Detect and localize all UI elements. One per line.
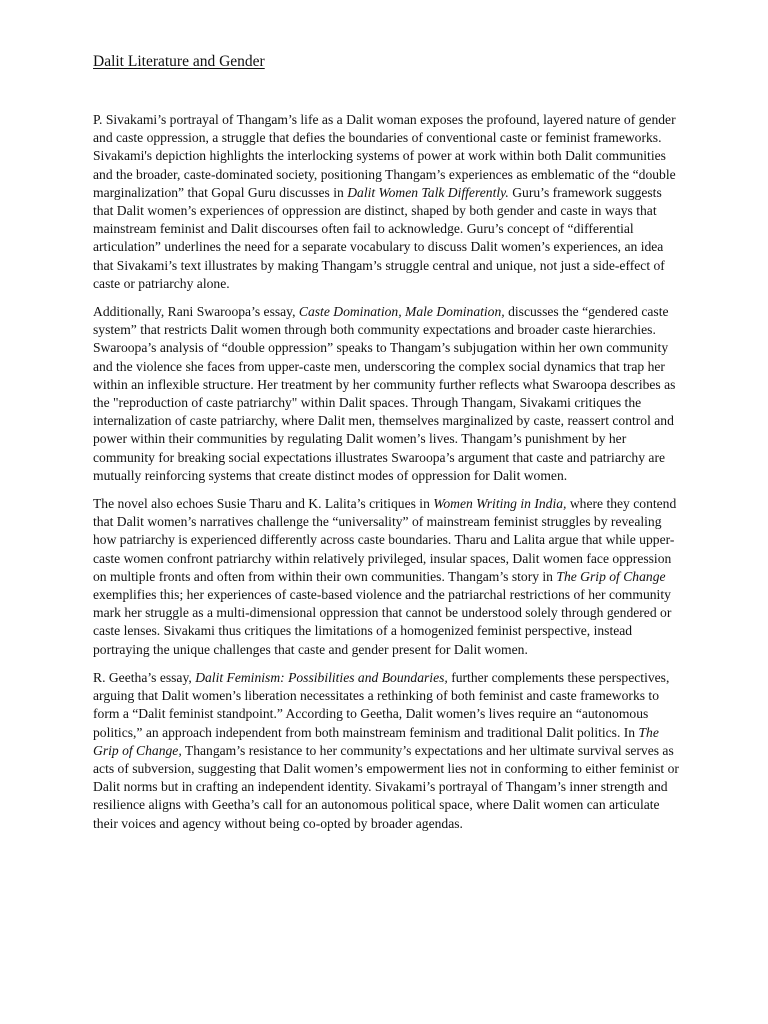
paragraph-2-text-a: Additionally, Rani Swaroopa’s essay, <box>93 304 299 320</box>
work-title-caste-domination: Caste Domination, Male Domination, <box>298 304 505 320</box>
paragraph-4-text-c: Thangam’s resistance to her community’s expectations and her ultimate survival serves as acts of subversion, suggesting that Dalit women’s empowerment lies not in conforming to either feminist or Dalit norms but in crafting an independent identity. Sivakami’s portrayal of Thangam’s inner strength and resilience aligns with Geetha’s call for an autonomous political space, where Dalit women can articulate their voices and agency without being co-opted by broader agendas. <box>93 742 679 831</box>
document-title: Dalit Literature and Gender <box>93 53 265 70</box>
paragraph-1-text-b: Guru’s framework suggests that Dalit women’s experiences of oppression are distinct, shaped by both gender and caste in ways that mainstream feminist and Dalit discourses often fail to acknowledge. Guru’s concept of “differential articulation” underlines the need for a separate vocabulary to discuss Dalit women’s experiences, an idea that Sivakami’s text illustrates by making Thangam’s struggle central and unique, not just a side-effect of caste or patriarchy alone. <box>93 184 665 291</box>
paragraph-4-text-b: further complements these perspectives, arguing that Dalit women’s liberation necessitates a rethinking of both feminist and caste frameworks to form a “Dalit feminist standpoint.” According to Geetha, Dalit women’s lives require an “autonomous politics,” an approach independent from both mainstream feminism and traditional Dalit politics. In <box>93 669 670 740</box>
work-title-dalit-feminism: Dalit Feminism: Possibilities and Boundaries, <box>195 669 448 685</box>
paragraph-4-text-a: R. Geetha’s essay, <box>93 669 196 685</box>
paragraph-2 <box>93 303 683 485</box>
paragraph-1 <box>93 111 683 293</box>
paragraph-3-text-c: exemplifies this; her experiences of caste-based violence and the patriarchal restrictions of her community mark her struggle as a multi-dimensional oppression that cannot be understood solely through gendered or caste lenses. Sivakami thus critiques the limitations of a homogenized feminist perspective, instead portraying the unique challenges that caste and gender present for Dalit women. <box>93 587 672 657</box>
work-title-grip-of-change-2: The Grip of Change, <box>93 724 659 758</box>
paragraph-1-text-a: P. Sivakami’s portrayal of Thangam’s life as a Dalit woman exposes the profound, layered nature of gender and caste oppression, a struggle that defies the boundaries of conventional caste or feminist frameworks. Sivakami's depiction highlights the interlocking systems of power at work within both Dalit communities and the broader, caste-dominated society, positioning Thangam’s experiences as emblematic of the “double marginalization” that Gopal Guru discusses in <box>93 112 676 200</box>
paragraph-2-text-b: discusses the “gendered caste system” that restricts Dalit women through both community expectations and broader caste hierarchies. Swaroopa’s analysis of “double oppression” speaks to Thangam’s subjugation within her own community and the violence she faces from upper-caste men, underscoring the complex social dynamics that trap her within an inflexible structure. Her treatment by her community further reflects what Swaroopa describes as the "reproduction of caste patriarchy" within Dalit spaces. Through Thangam, Sivakami critiques the internalization of caste patriarchy, where Dalit men, themselves marginalized by caste, reassert control and power within their communities by regulating Dalit women’s lives. Thangam’s punishment by her community for breaking social expectations illustrates Swaroopa’s argument that caste and patriarchy are mutually reinforcing systems that create distinct modes of oppression for Dalit women. <box>93 304 676 483</box>
paragraph-3-text-b: where they contend that Dalit women’s narratives challenge the “universality” of mainstream feminist struggles by revealing how patriarchy is experienced differently across caste boundaries. Tharu and Lalita argue that while upper-caste women confront patriarchy within relatively privileged, insular spaces, Dalit women face oppression on multiple fronts and often from within their own communities. Thangam’s story in <box>93 496 677 584</box>
paragraph-3 <box>93 495 683 659</box>
paragraph-3-text-a: The novel also echoes Susie Tharu and K. Lalita’s critiques in <box>93 496 434 512</box>
document-page <box>93 52 683 833</box>
paragraph-4 <box>93 669 683 833</box>
work-title-dalit-women-talk-differently: Dalit Women Talk Differently. <box>347 184 509 200</box>
work-title-women-writing-in-india: Women Writing in India, <box>433 496 567 512</box>
work-title-grip-of-change: The Grip of Change <box>556 568 666 584</box>
